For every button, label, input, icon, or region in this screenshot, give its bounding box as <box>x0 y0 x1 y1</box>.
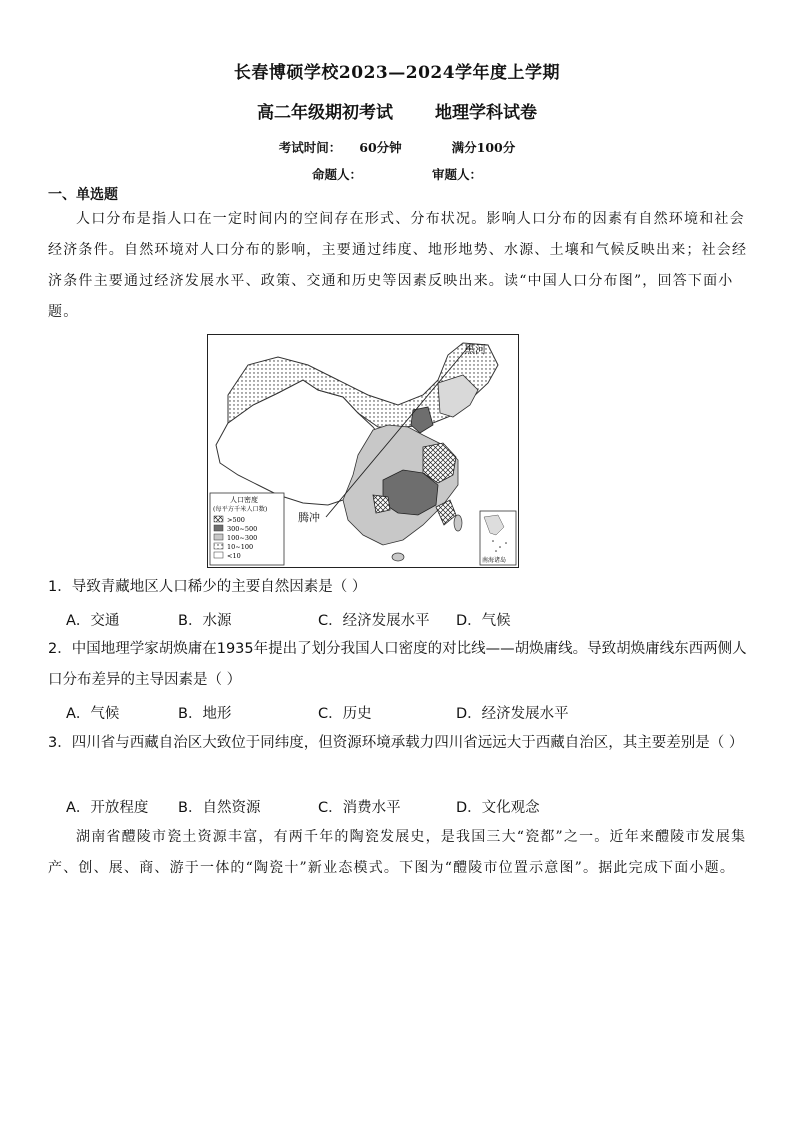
legend-subtitle: (每平方千米人口数) <box>213 506 268 513</box>
intro2-paragraph <box>48 822 748 884</box>
q2-option-a[interactable]: A．气候 <box>66 706 120 722</box>
section-title: 一、单选题 <box>48 187 118 203</box>
q2-option-c[interactable]: C．历史 <box>318 706 372 722</box>
map-region-very-dense-south <box>373 495 390 513</box>
population-map <box>207 334 519 568</box>
map-inset <box>480 511 516 565</box>
legend-item-4: 10~100 <box>227 543 254 551</box>
question-1-options <box>66 609 511 630</box>
map-island-hainan <box>392 553 404 561</box>
q3-option-d[interactable]: D．文化观念 <box>456 800 540 816</box>
q1-option-d[interactable]: D．气候 <box>456 613 511 629</box>
full-score: 满分100分 <box>451 140 516 155</box>
legend-item-2: 300~500 <box>227 525 258 533</box>
q2-option-d[interactable]: D．经济发展水平 <box>456 706 569 722</box>
question-3-options <box>66 796 540 817</box>
legend-item-5: <10 <box>227 552 241 560</box>
exam-title <box>0 98 794 123</box>
author-info <box>0 165 794 183</box>
time-label: 考试时间： <box>278 140 342 155</box>
intro2-text: 湖南省醴陵市瓷土资源丰富，有两千年的陶瓷发展史，是我国三大“瓷都”之一。近年来醴陵市发展集产、创、展、商、游于一体的“陶瓷十”新业态模式。下图为“醴陵市位置示意图”。据此完成下面小题。 <box>48 829 747 876</box>
label-tengchong: 腾冲 <box>298 511 320 524</box>
intro-text: 人口分布是指人口在一定时间内的空间存在形式、分布状况。影响人口分布的因素有自然环境和社会经济条件。自然环境对人口分布的影响，主要通过纬度、地形地势、水源、土壤和气候反映出来；社会经济条件主要通过经济发展水平、政策、交通和历史等因素反映出来。读“中国人口分布图”，回答下面小题。 <box>48 211 748 320</box>
q1-option-b[interactable]: B．水源 <box>178 613 232 629</box>
inset-label: 南海诸岛 <box>482 557 507 564</box>
exam-subject: 地理学科试卷 <box>435 103 537 123</box>
intro-paragraph <box>48 204 748 328</box>
exam-info <box>0 138 794 156</box>
school-title: 长春博硕学校2023—2024学年度上学期 <box>233 63 561 83</box>
map-island-taiwan <box>454 515 462 531</box>
q1-option-a[interactable]: A．交通 <box>66 613 120 629</box>
question-2: 2．中国地理学家胡焕庸在1935年提出了划分我国人口密度的对比线——胡焕庸线。导致胡焕庸线东西两侧人口分布差异的主导因素是（ ） <box>48 641 747 688</box>
legend-item-1: >500 <box>227 516 245 524</box>
legend-title: 人口密度 <box>230 496 258 504</box>
author-label: 命题人： <box>311 167 362 182</box>
q1-option-c[interactable]: C．经济发展水平 <box>318 613 430 629</box>
exam-name: 高二年级期初考试 <box>257 103 393 123</box>
q3-option-b[interactable]: B．自然资源 <box>178 800 261 816</box>
q2-option-b[interactable]: B．地形 <box>178 706 232 722</box>
question-3: 3．四川省与西藏自治区大致位于同纬度，但资源环境承载力四川省远远大于西藏自治区，其主要差别是（ ） <box>48 735 744 751</box>
q3-option-c[interactable]: C．消费水平 <box>318 800 401 816</box>
legend-item-3: 100~300 <box>227 534 258 542</box>
label-heihe: 黑河 <box>464 343 486 356</box>
q3-option-a[interactable]: A．开放程度 <box>66 800 149 816</box>
population-map-svg <box>208 335 518 567</box>
question-1: 1．导致青藏地区人口稀少的主要自然因素是（ ） <box>48 579 367 595</box>
time-value: 60分钟 <box>359 140 402 155</box>
question-2-options <box>66 702 569 723</box>
map-legend <box>210 493 284 565</box>
reviewer-label: 审题人： <box>432 167 483 182</box>
